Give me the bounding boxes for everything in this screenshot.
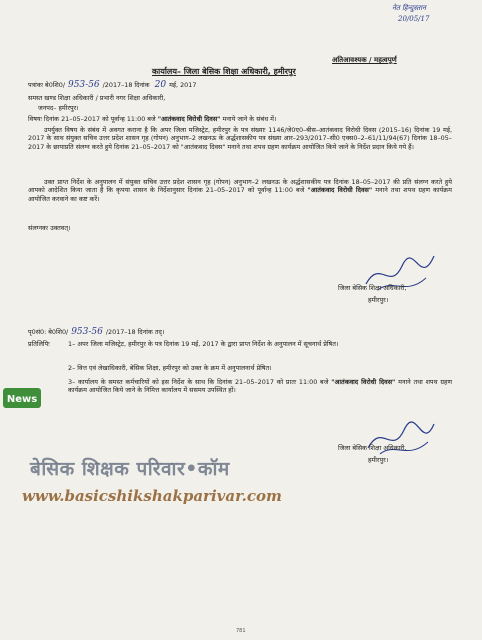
subject-prefix: विषयः दिनांक 21–05–2017 को पूर्वान्ह 11:00 बजे — [28, 115, 156, 123]
watermark-brand-hindi: बेसिक शिक्षक परिवार•कॉम — [30, 458, 230, 480]
endorsement-prefix: पृ0सं0: बे0शि0/ — [28, 328, 69, 336]
endorsement-handwritten-no: 953-56 — [71, 327, 103, 337]
copy-label: प्रतिलिपिः — [28, 340, 50, 348]
enclosure-line: संलग्नकः उक्तवत्। — [28, 224, 71, 232]
paragraph-2-bold: "आतंकवाद विरोधी दिवस" — [307, 186, 373, 195]
subject-suffix: मनाये जाने के संबंध में। — [222, 115, 277, 123]
urgency-label: अतिआवश्यक / महत्वपूर्ण — [332, 56, 397, 64]
paragraph-2-text: उक्त प्राप्त निर्देश के अनुपालन में संयुक्त सचिव उत्तर प्रदेश शासन गृह (गोपन) अनुभाग–2 लखनऊ के अर्द्धशासकीय पत्र दिनांक 18–05–2017 की प्रति संलग्न करते हुये आपको आदेशित किया जाता है कि कृपया शासन के निर्देशानुसार दिनांक 21–05–2017 को पूर्वान्ह 11:00 बजे — [28, 178, 452, 195]
office-title: कार्यालय– जिला बेसिक शिक्षा अधिकारी, हमीरपुर — [152, 67, 296, 76]
signature-1-place: हमीरपुर। — [368, 296, 389, 304]
copy-item-3 — [68, 378, 452, 395]
paragraph-1: उपर्युक्त विषय के संबंध में अवगत कराना है कि अपर जिला मजिस्ट्रेट, हमीरपुर के पत्र संख्याः 1146/जे0ए0–बीस–आतंकवाद विरोधी दिवस (2015–16) दिनांक 19 मई, 2017 के साथ संयुक्त सचिव उत्तर प्रदेश शासन गृह (गोपन) अनुभाग–2 लखनऊ के अर्द्धशासकीय पत्र संख्या आर–293/2017–सी0 एक्स0–2–61/11/94(67) दिनांक 18–05–2017 के छायाप्रति संलग्न करते हुये दिनांक 21–05–2017 को "आतंकवाद दिवस" मनाने तथा शपथ ग्रहण कार्यक्रम आयोजित किये जाने के निर्देश प्रदान किये गये हैं। — [28, 126, 452, 151]
letter-number-handwritten: 953-56 — [67, 80, 100, 90]
page-number: 781 — [236, 628, 246, 634]
subject-line — [28, 115, 276, 123]
recipient-line1: समस्त खण्ड शिक्षा अधिकारी / प्रभारी नगर शिक्षा अधिकारी, — [28, 94, 166, 102]
letter-date-rest: मई, 2017 — [169, 81, 197, 89]
recipient-line2: जनपद– हमीरपुर। — [38, 104, 79, 112]
letter-date-handwritten: 20 — [154, 80, 167, 90]
copy-item-3-tail: मनाने तथा शपथ ग्रहण कार्यक्रम आयोजित किये जाने के निमित्त कार्यालय में ससमय उपस्थित हों। — [68, 378, 452, 395]
news-badge-text: News — [6, 394, 38, 405]
signature-2-designation: जिला बेसिक शिक्षा अधिकारी, — [338, 444, 407, 452]
copy-item-3-bold: "आतंकवाद विरोधी दिवस" — [331, 378, 396, 386]
copy-item-3-prefix: 3– कार्यालय के समस्त कर्मचारियों को इस निर्देश के साथ कि दिनांक 21–05–2017 को प्रातः 11:00 बजे — [68, 378, 329, 386]
letter-number-suffix: /2017–18 दिनांक — [102, 81, 150, 89]
endorsement-number-line — [28, 328, 164, 336]
letter-number-line — [28, 81, 196, 89]
signature-scribble-2 — [360, 414, 440, 462]
paragraph-2 — [28, 178, 452, 203]
signature-1-designation: जिला बेसिक शिक्षा अधिकारी, — [338, 284, 407, 292]
copy-item-2: 2– वित्त एवं लेखाधिकारी, बेसिक शिक्षा, हमीरपुर को उक्त के क्रम में अनुपालनार्थ प्रेषित। — [68, 364, 272, 372]
handwritten-note-line2: 20/05/17 — [398, 15, 430, 23]
endorsement-suffix: /2017–18 दिनांक तद्। — [105, 328, 165, 336]
letter-number-prefix: पत्रांकः बे0शि0/ — [28, 81, 65, 89]
copy-item-1: 1– अपर जिला मजिस्ट्रेट, हमीरपुर के पत्र दिनांक 19 मई, 2017 के द्वारा प्राप्त निर्देश के अनुपालन में सूचनार्थ प्रेषित। — [68, 340, 339, 348]
signature-2-place: हमीरपुर। — [368, 456, 389, 464]
subject-bold: "आतंकवाद विरोधी दिवस" — [157, 115, 221, 123]
handwritten-note-line1: नेत हिन्दुस्तान — [392, 4, 426, 12]
news-badge-icon — [2, 384, 42, 412]
paragraph-2-tail: मनाने तथा शपथ ग्रहण कार्यक्रम आयोजित करवाने का कष्ट करें। — [28, 186, 452, 203]
watermark-brand-url: www.basicshikshakparivar.com — [22, 487, 282, 505]
